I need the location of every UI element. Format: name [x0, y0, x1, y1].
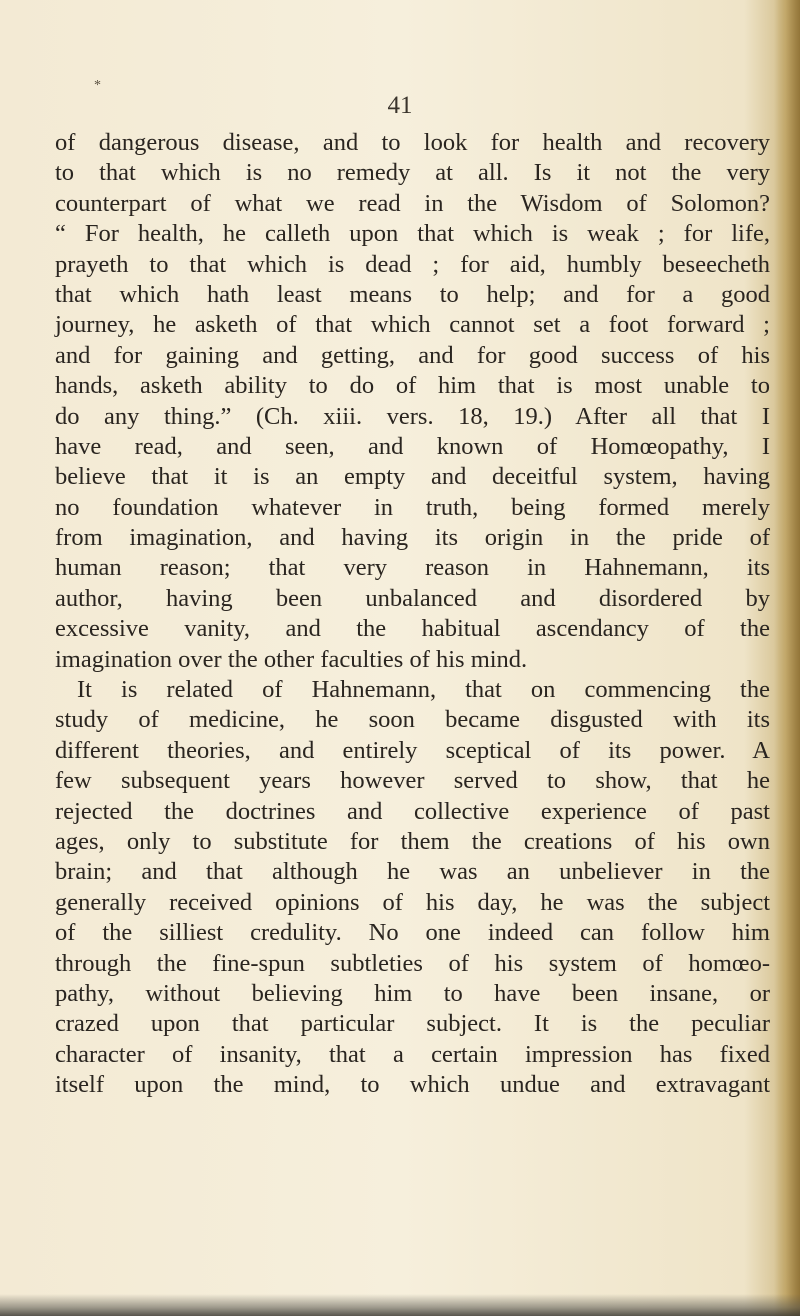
text-line: human reason; that very reason in Hahnemann, its	[55, 554, 770, 582]
text-line: itself upon the mind, to which undue and extravagant	[55, 1071, 770, 1099]
text-line: from imagination, and having its origin in the pride of	[55, 524, 770, 552]
text-line: through the fine-spun subtleties of his system of homœo-	[55, 949, 770, 977]
text-line: do any thing.” (Ch. xiii. vers. 18, 19.) After all that I	[55, 402, 770, 430]
text-line: believe that it is an empty and deceitful system, having	[55, 463, 770, 491]
text-line: few subsequent years however served to show, that he	[55, 767, 770, 795]
text-line: crazed upon that particular subject. It is the peculiar	[55, 1010, 770, 1038]
text-line: It is related of Hahnemann, that on commencing the	[77, 676, 770, 704]
text-line: no foundation whatever in truth, being formed merely	[55, 493, 770, 521]
page-bottom-shadow	[0, 1294, 800, 1316]
text-line: generally received opinions of his day, he was the subject	[55, 888, 770, 916]
text-line: author, having been unbalanced and disordered by	[55, 584, 770, 612]
text-line: prayeth to that which is dead ; for aid, humbly beseecheth	[55, 250, 770, 278]
text-line: journey, he asketh of that which cannot set a foot forward ;	[55, 311, 770, 339]
text-line: that which hath least means to help; and for a good	[55, 280, 770, 308]
text-line: of dangerous disease, and to look for health and recovery	[55, 129, 770, 156]
text-line: imagination over the other faculties of his mind.	[55, 645, 528, 673]
text-line: study of medicine, he soon became disgusted with its	[55, 706, 770, 734]
text-line: and for gaining and getting, and for good success of his	[55, 341, 770, 369]
text-line: character of insanity, that a certain impression has fixed	[55, 1040, 770, 1068]
text-line: brain; and that although he was an unbeliever in the	[55, 858, 770, 886]
page-number: 41	[387, 92, 413, 119]
text-line: different theories, and entirely sceptical of its power. A	[55, 736, 770, 764]
text-line: of the silliest credulity. No one indeed can follow him	[55, 919, 770, 947]
text-line: pathy, without believing him to have been insane, or	[55, 979, 770, 1007]
page-edge-shadow	[774, 0, 800, 1316]
text-line: have read, and seen, and known of Homœopathy, I	[55, 432, 770, 460]
text-line: hands, asketh ability to do of him that is most unable to	[55, 372, 770, 400]
text-line: excessive vanity, and the habitual ascendancy of the	[55, 615, 770, 643]
text-line: rejected the doctrines and collective experience of past	[55, 797, 770, 825]
text-line: counterpart of what we read in the Wisdom of Solomon?	[55, 189, 770, 217]
stray-mark: *	[94, 78, 101, 93]
text-line: “ For health, he calleth upon that which is weak ; for life,	[55, 220, 770, 248]
body-text	[55, 128, 770, 1101]
text-line: ages, only to substitute for them the creations of his own	[55, 827, 770, 855]
text-line: to that which is no remedy at all. Is it not the very	[55, 159, 770, 187]
